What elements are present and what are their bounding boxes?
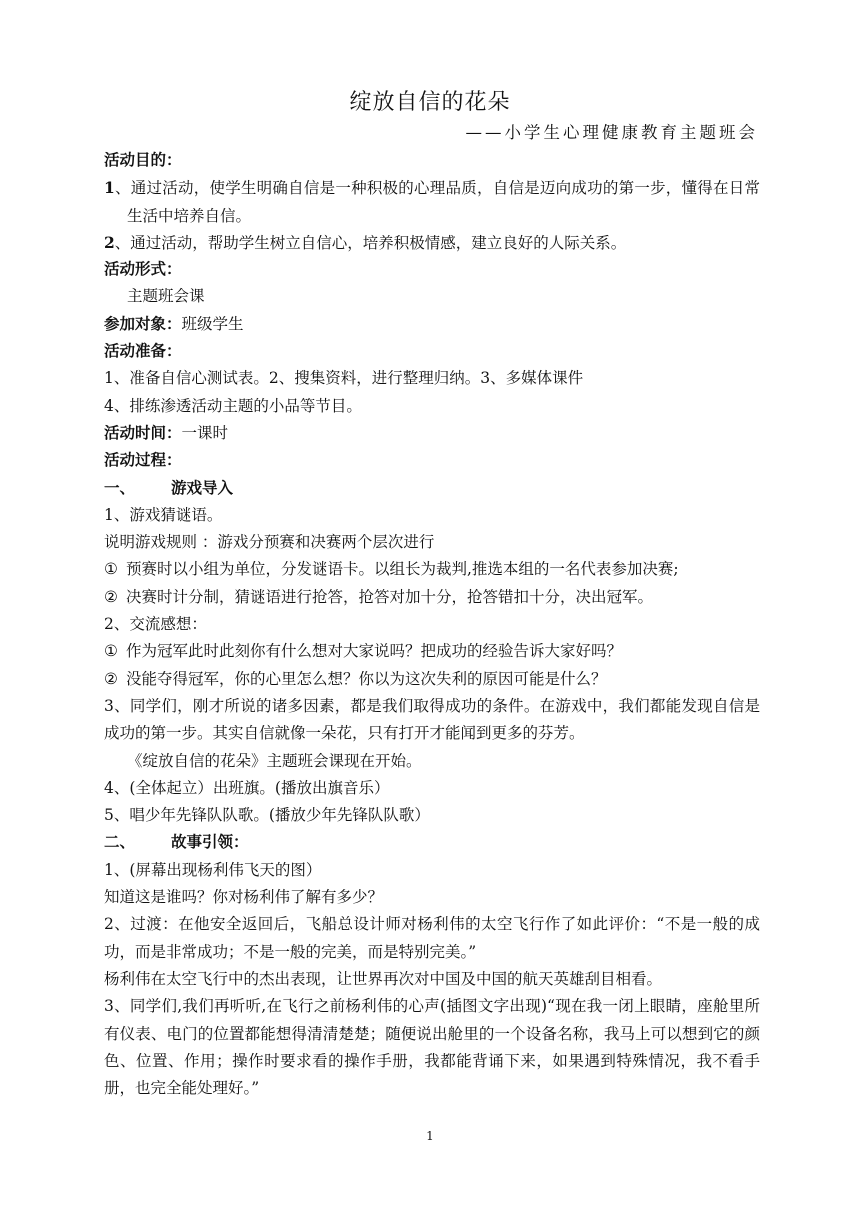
purpose-item-2-number: 2 (104, 232, 115, 252)
circle-two-marker: ② (104, 669, 118, 688)
section-1-line-4 (104, 584, 760, 611)
section-2-title: 故事引领： (171, 833, 249, 852)
section-1-title: 游戏导入 (171, 478, 234, 497)
document-subtitle: ——小学生心理健康教育主题班会 (465, 123, 758, 142)
time-line (104, 420, 760, 447)
section-2-line-2: 知道这是谁吗？你对杨利伟了解有多少？ (104, 888, 384, 907)
section-1-line-6-text: 作为冠军此时此刻你有什么想对大家说吗？把成功的经验告诉大家好吗？ (126, 642, 623, 661)
section-1-line-9: 《绽放自信的花朵》主题班会课现在开始。 (127, 751, 422, 770)
section-1-heading (104, 475, 760, 502)
participants-label: 参加对象： (104, 314, 182, 333)
purpose-item-1-text: 、通过活动，使学生明确自信是一种积极的心理品质，自信是迈向成功的第一步，懂得在日常生活中培养自信。 (114, 179, 760, 225)
section-1-line-7 (104, 666, 760, 693)
form-heading: 活动形式： (104, 260, 182, 279)
section-1-line-7-text: 没能夺得冠军，你的心里怎么想？你以为这次失利的原因可能是什么？ (126, 669, 607, 688)
purpose-item-1-number: 1 (104, 178, 115, 198)
section-2-heading (104, 829, 760, 856)
circle-one-marker: ① (104, 560, 118, 579)
purpose-item-2-text: 、通过活动，帮助学生树立自信心，培养积极情感，建立良好的人际关系。 (114, 233, 627, 252)
section-2-line-4: 杨利伟在太空飞行中的杰出表现，让世界再次对中国及中国的航天英雄刮目相看。 (104, 969, 663, 988)
participants-text: 班级学生 (181, 314, 244, 333)
section-2-line-3: 2、过渡：在他安全返回后，飞船总设计师对杨利伟的太空飞行作了如此评价：“不是一般的成功，而是非常成功；不是一般的完美，而是特别完美。” (104, 915, 760, 961)
document-title: 绽放自信的花朵 (349, 90, 511, 115)
purpose-heading: 活动目的： (104, 151, 182, 169)
section-1-line-5: 2、交流感想： (104, 615, 207, 634)
preparation-line-1: 1、准备自信心测试表。2、搜集资料，进行整理归纳。3、多媒体课件 (104, 369, 584, 388)
section-1-line-6 (104, 638, 760, 665)
purpose-item-1 (104, 174, 760, 229)
section-1-line-10: 4、(全体起立）出班旗。(播放出旗音乐） (104, 778, 390, 797)
form-text: 主题班会课 (127, 287, 205, 306)
page-number: 1 (426, 1129, 434, 1143)
circle-one-marker: ① (104, 642, 118, 661)
section-1-line-2: 说明游戏规则 ：游戏分预赛和决赛两个层次进行 (104, 533, 435, 552)
section-1-line-8: 3、同学们，刚才所说的诸多因素，都是我们取得成功的条件。在游戏中，我们都能发现自信是成功的第一步。其实自信就像一朵花，只有打开才能闻到更多的芬芳。 (104, 696, 760, 743)
time-label: 活动时间： (104, 423, 182, 442)
section-1-line-4-text: 决赛时计分制，猜谜语进行抢答，抢答对加十分，抢答错扣十分，决出冠军。 (126, 587, 654, 606)
purpose-item-2 (104, 229, 760, 256)
section-2-line-1: 1、(屏幕出现杨利伟飞天的图） (104, 860, 322, 879)
section-2-line-5: 3、同学们,我们再听听,在飞行之前杨利伟的心声(插图文字出现)“现在我一闭上眼睛，座舱里所有仪表、电门的位置都能想得清清楚楚；随便说出舱里的一个设备名称，我马上可以想到它的颜色、位置、作用；操作时要求看的操作手册，我都能背诵下来，如果遇到特殊情况，我不看手册，也完全能处理好。” (104, 997, 760, 1098)
preparation-heading: 活动准备： (104, 342, 182, 361)
preparation-line-2: 4、排练渗透活动主题的小品等节目。 (104, 396, 362, 415)
section-2-number: 二、 (104, 833, 136, 852)
process-heading: 活动过程： (104, 451, 182, 470)
circle-two-marker: ② (104, 587, 118, 606)
section-1-line-3-text: 预赛时以小组为单位，分发谜语卡。以组长为裁判,推选本组的一名代表参加决赛; (126, 560, 679, 579)
section-1-line-3 (104, 556, 760, 583)
section-1-number: 一、 (104, 478, 136, 497)
section-1-line-11: 5、唱少年先锋队队歌。(播放少年先锋队队歌） (104, 806, 430, 825)
section-1-line-1: 1、游戏猜谜语。 (104, 505, 223, 524)
participants-line (104, 311, 760, 338)
document-body (104, 147, 760, 1102)
time-text: 一课时 (181, 423, 229, 442)
